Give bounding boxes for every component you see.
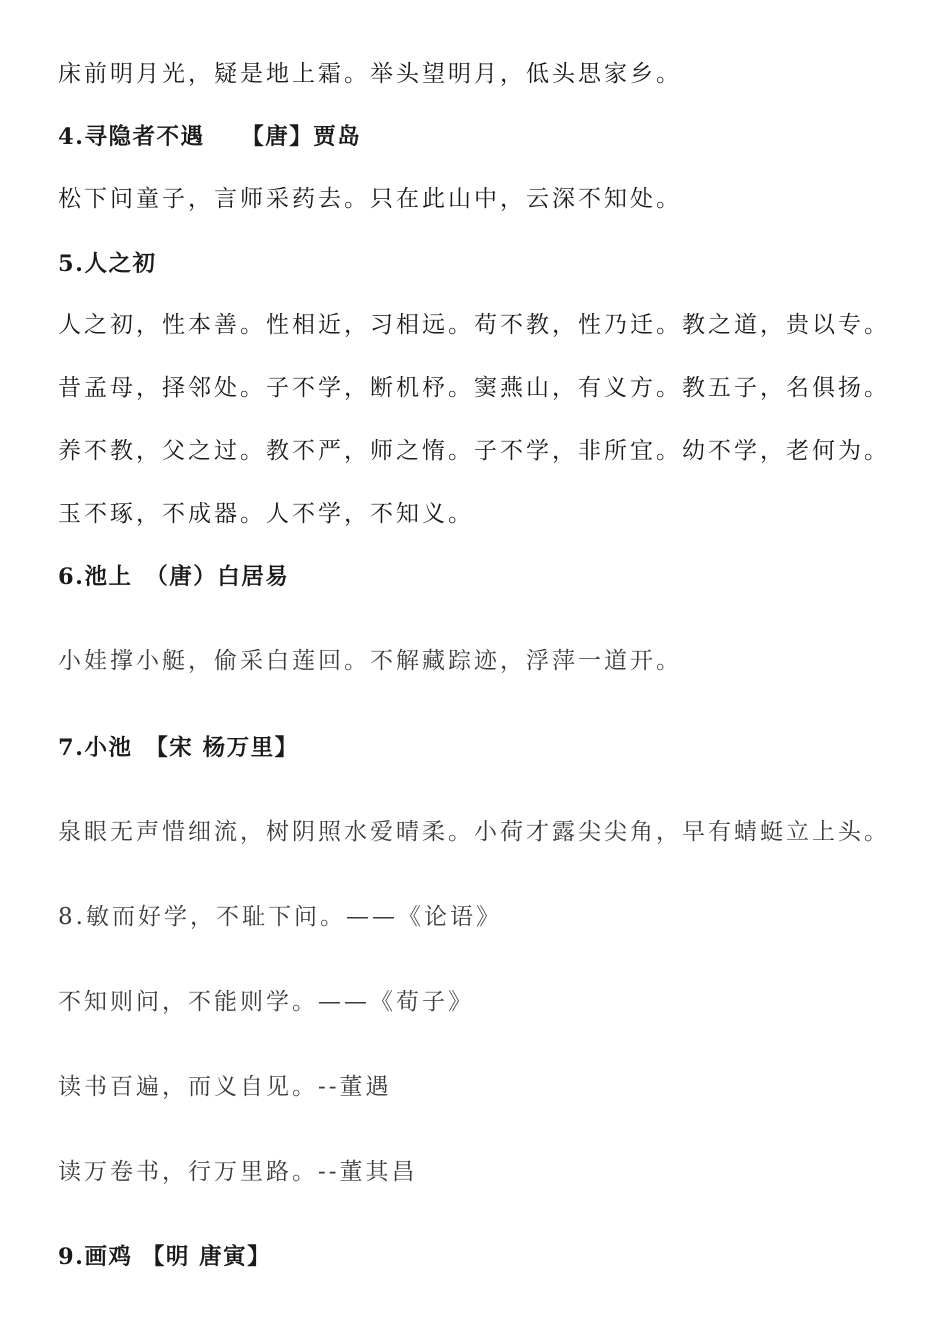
- text-line-renzhichu-4: 玉不琢，不成器。人不学，不知义。: [58, 501, 474, 527]
- heading-xiaochi: 7.小池 【宋 杨万里】: [58, 735, 299, 761]
- quote-dongyu: 读书百遍，而义自见。--董遇: [58, 1074, 392, 1100]
- poem-line-chishang: 小娃撑小艇，偷采白莲回。不解藏踪迹，浮萍一道开。: [58, 648, 682, 674]
- heading-xunyinzhe: 4.寻隐者不遇 【唐】贾岛: [58, 124, 362, 150]
- text-line-renzhichu-1: 人之初，性本善。性相近，习相远。苟不教，性乃迁。教之道，贵以专。: [58, 312, 890, 338]
- poem-line-jingyesi: 床前明月光，疑是地上霜。举头望明月，低头思家乡。: [58, 61, 682, 87]
- heading-renzhichu: 5.人之初: [58, 251, 157, 277]
- poem-line-xiaochi: 泉眼无声惜细流，树阴照水爱晴柔。小荷才露尖尖角，早有蜻蜓立上头。: [58, 819, 890, 845]
- quote-dongqichang: 读万卷书，行万里路。--董其昌: [58, 1159, 418, 1185]
- text-line-renzhichu-3: 养不教，父之过。教不严，师之惰。子不学，非所宜。幼不学，老何为。: [58, 438, 890, 464]
- quote-lunyu: 8.敏而好学，不耻下问。——《论语》: [58, 904, 502, 930]
- heading-huaji: 9.画鸡 【明 唐寅】: [58, 1244, 272, 1270]
- text-line-renzhichu-2: 昔孟母，择邻处。子不学，断机杼。窦燕山，有义方。教五子，名俱扬。: [58, 375, 890, 401]
- poem-line-xunyinzhe: 松下问童子，言师采药去。只在此山中，云深不知处。: [58, 186, 682, 212]
- quote-xunzi: 不知则问，不能则学。——《荀子》: [58, 989, 474, 1015]
- heading-chishang: 6.池上 （唐）白居易: [58, 564, 290, 590]
